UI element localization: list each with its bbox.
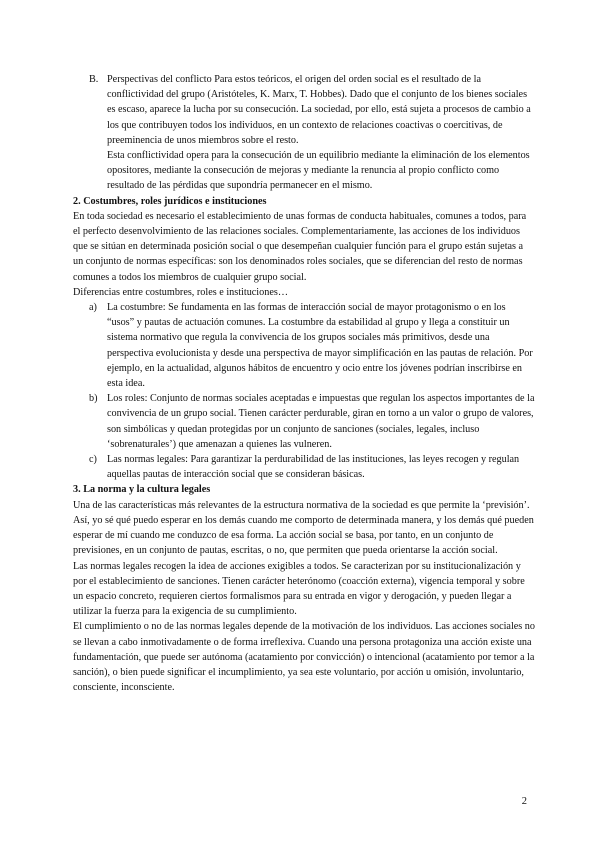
list-item-text: La costumbre: Se fundamenta en las formas de interacción social de mayor protagonismo o en los “usos” y pautas de actuación comunes. La costumbre da estabilidad al grupo y llega a constituir un sistema normativo que regula la convivencia de los grupos sociales más primitivos, desde una perspectiva evolucionista y desde una perspectiva de mayor simplificación en las pautas de relación. Por ejemplo, en la actualidad, algunos hábitos de encuentro y ocio entre los jóvenes podrían inscribirse en esta idea. [107, 302, 533, 390]
differences-list [73, 300, 535, 482]
paragraph: El cumplimiento o no de las normas legales depende de la motivación de los individuos. Las acciones sociales no se llevan a cabo inmotivadamente o de forma irreflexiva. Cuando una persona protagoniza una acción existe una fundamentación, que puede ser autónoma (acatamiento por convicción) o intencional (acatamiento por temor a la sanción), o bien puede significar el incumplimiento, ya sea este voluntario, por acción u omisión, involuntario, consciente, inconsciente. [73, 621, 535, 694]
list-item-body [107, 72, 535, 194]
paragraph: Diferencias entre costumbres, roles e instituciones… [73, 286, 289, 298]
section-heading: 3. La norma y la cultura legales [73, 484, 211, 496]
list-marker: a) [89, 302, 97, 314]
section-heading: 2. Costumbres, roles jurídicos e instituciones [73, 195, 267, 207]
paragraph: Perspectivas del conflicto Para estos teóricos, el origen del orden social es el resultado de la conflictividad del grupo (Aristóteles, K. Marx, T. Hobbes). Dado que el conjunto de los bienes sociales es escaso, aparece la lucha por su consecución. La sociedad, por ello, está sujeta a procesos de cambio a los que contribuyen todos los individuos, en un contexto de relaciones coactivas o coercitivas, de preeminencia de unos miembros sobre el resto. [107, 74, 531, 146]
list-item [89, 452, 535, 482]
list-item-b [89, 72, 535, 194]
list-item-text: Los roles: Conjunto de normas sociales aceptadas e impuestas que regulan los aspectos importantes de la convivencia de un grupo social. Tienen carácter perdurable, giran en torno a un valor o grupo de valores, son simbólicas y quedan protegidas por un conjunto de sanciones (sociales, legales, incluso ‘sobrenaturales’) que amenazan a quienes las vulneren. [107, 393, 535, 450]
list-item [89, 391, 535, 452]
list-marker: B. [89, 74, 99, 85]
list-item [89, 300, 535, 391]
paragraph: Esta conflictividad opera para la consecución de un equilibrio mediante la eliminación de los elementos opositores, mediante la consecución de mejoras y mediante la renuncia al propio conflicto como resultado de las pérdidas que supondría permanecer en el mismo. [107, 150, 530, 192]
list-marker: c) [89, 454, 97, 466]
list-item-text: Las normas legales: Para garantizar la perdurabilidad de las instituciones, las leyes recogen y regulan aquellas pautas de interacción social que se consideran básicas. [107, 454, 520, 481]
page-content [73, 72, 535, 695]
list-marker: b) [89, 393, 98, 405]
page-number: 2 [521, 796, 527, 807]
paragraph: Una de las características más relevantes de la estructura normativa de la sociedad es que permite la ‘previsión’. Así, yo sé qué puedo esperar en los demás cuando me comporto de determinada manera, y los demás qué pueden esperar de mí cuando me conduzco de esa forma. La acción social se basa, por tanto, en un conjunto de previsiones, en un conjunto de pautas, escritas, o no, que permiten que pueda orientarse la acción social. [73, 499, 534, 557]
paragraph: Las normas legales recogen la idea de acciones exigibles a todos. Se caracterizan por su institucionalización y por el establecimiento de sanciones. Tienen carácter heterónomo (coacción externa), vigencia temporal y sobre un espacio concreto, requieren ciertos formalismos para su entrada en vigor y derogación, y pueden llegar a utilizar la fuerza para la exigencia de su cumplimiento. [73, 560, 525, 618]
paragraph: En toda sociedad es necesario el establecimiento de unas formas de conducta habituales, comunes a todos, para el perfecto desenvolvimiento de las relaciones sociales. Complementariamente, las acciones de los individuos que se sitúan en determinada posición social o que desempeñan cualquier función para el grupo están sujetas a un conjunto de normas específicas: son los denominados roles sociales, que se diferencian del resto de normas comunes a todos los miembros de cualquier grupo social. [73, 210, 527, 283]
